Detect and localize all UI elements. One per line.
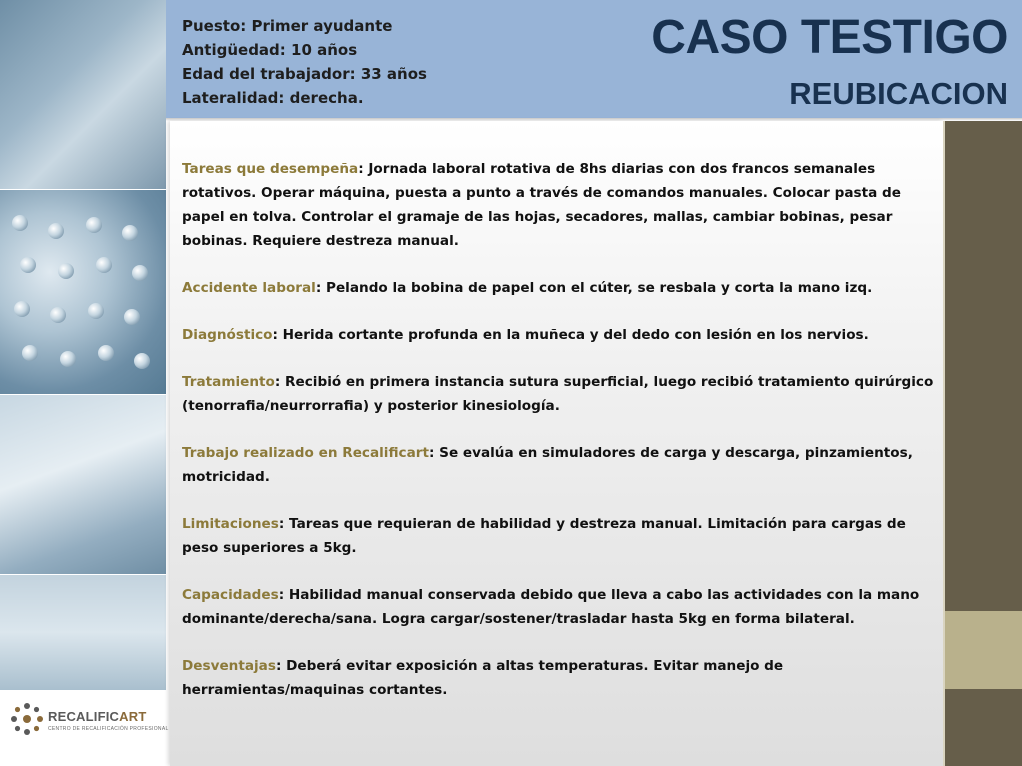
section-tratamiento xyxy=(182,370,934,418)
section-diagnostico xyxy=(182,323,934,347)
logo-name: RECALIFICART xyxy=(48,709,147,724)
info-line: Puesto: Primer ayudante xyxy=(182,17,393,35)
case-sections xyxy=(182,157,934,725)
section-label: Trabajo realizado en Recalificart xyxy=(182,445,429,461)
section-label: Tareas que desempeña xyxy=(182,161,359,177)
photo-workshop xyxy=(0,575,166,690)
section-text: : Tareas que requieran de habilidad y destreza manual. Limitación para cargas de peso superiores a 5kg. xyxy=(182,516,906,556)
photo-worker-machine xyxy=(0,0,166,190)
section-label: Capacidades xyxy=(182,587,279,603)
section-text: : Herida cortante profunda en la muñeca y del dedo con lesión en los nervios. xyxy=(272,327,869,343)
photo-collage xyxy=(0,0,166,690)
logo xyxy=(0,690,169,766)
section-text: : Deberá evitar exposición a altas temperaturas. Evitar manejo de herramientas/maquinas cortantes. xyxy=(182,658,784,698)
content-panel xyxy=(170,121,943,766)
right-bar-edge xyxy=(943,121,945,766)
section-text: : Jornada laboral rotativa de 8hs diarias con dos francos semanales rotativos. Operar máquina, puesta a punto a través de comandos manuales. Colocar pasta de papel en tolva. Controlar el gramaje de las hojas, secadores, mallas, cambiar bobinas, pesar bobinas. Requiere destreza manual. xyxy=(182,161,901,249)
info-line: Lateralidad: derecha. xyxy=(182,89,364,107)
section-label: Desventajas xyxy=(182,658,276,674)
page-subtitle: REUBICACION xyxy=(789,76,1008,111)
right-bar-dark xyxy=(943,121,1022,611)
section-text: : Pelando la bobina de papel con el cúter, se resbala y corta la mano izq. xyxy=(315,280,873,296)
section-label: Diagnóstico xyxy=(182,327,273,343)
section-text: : Se evalúa en simuladores de carga y descarga, pinzamientos, motricidad. xyxy=(182,445,913,485)
peg-board-pegs xyxy=(10,215,160,380)
info-line: Antigüedad: 10 años xyxy=(182,41,358,59)
photo-hands-assembly xyxy=(0,395,166,575)
section-desventajas xyxy=(182,654,934,702)
section-limitaciones xyxy=(182,512,934,560)
info-line: Edad del trabajador: 33 años xyxy=(182,65,427,83)
section-label: Tratamiento xyxy=(182,374,275,390)
section-tareas xyxy=(182,157,934,253)
section-text: : Recibió en primera instancia sutura superficial, luego recibió tratamiento quirúrgico (tenorrafia/neurrorrafia) y posterior kinesiología. xyxy=(182,374,934,414)
right-bar-light xyxy=(943,611,1022,689)
header-banner xyxy=(166,0,1022,118)
recalificart-logo-icon xyxy=(10,702,44,736)
right-bar-dark-bottom xyxy=(943,689,1022,766)
section-trabajo xyxy=(182,441,934,489)
logo-tagline: CENTRO DE RECALIFICACIÓN PROFESIONAL xyxy=(48,726,169,732)
page-title: CASO TESTIGO xyxy=(651,11,1008,64)
section-accidente xyxy=(182,276,934,300)
section-label: Limitaciones xyxy=(182,516,279,532)
worker-info xyxy=(182,14,427,110)
section-label: Accidente laboral xyxy=(182,280,316,296)
section-capacidades xyxy=(182,583,934,631)
section-text: : Habilidad manual conservada debido que lleva a cabo las actividades con la mano dominante/derecha/sana. Logra cargar/sostener/trasladar hasta 5kg en forma bilateral. xyxy=(182,587,920,627)
